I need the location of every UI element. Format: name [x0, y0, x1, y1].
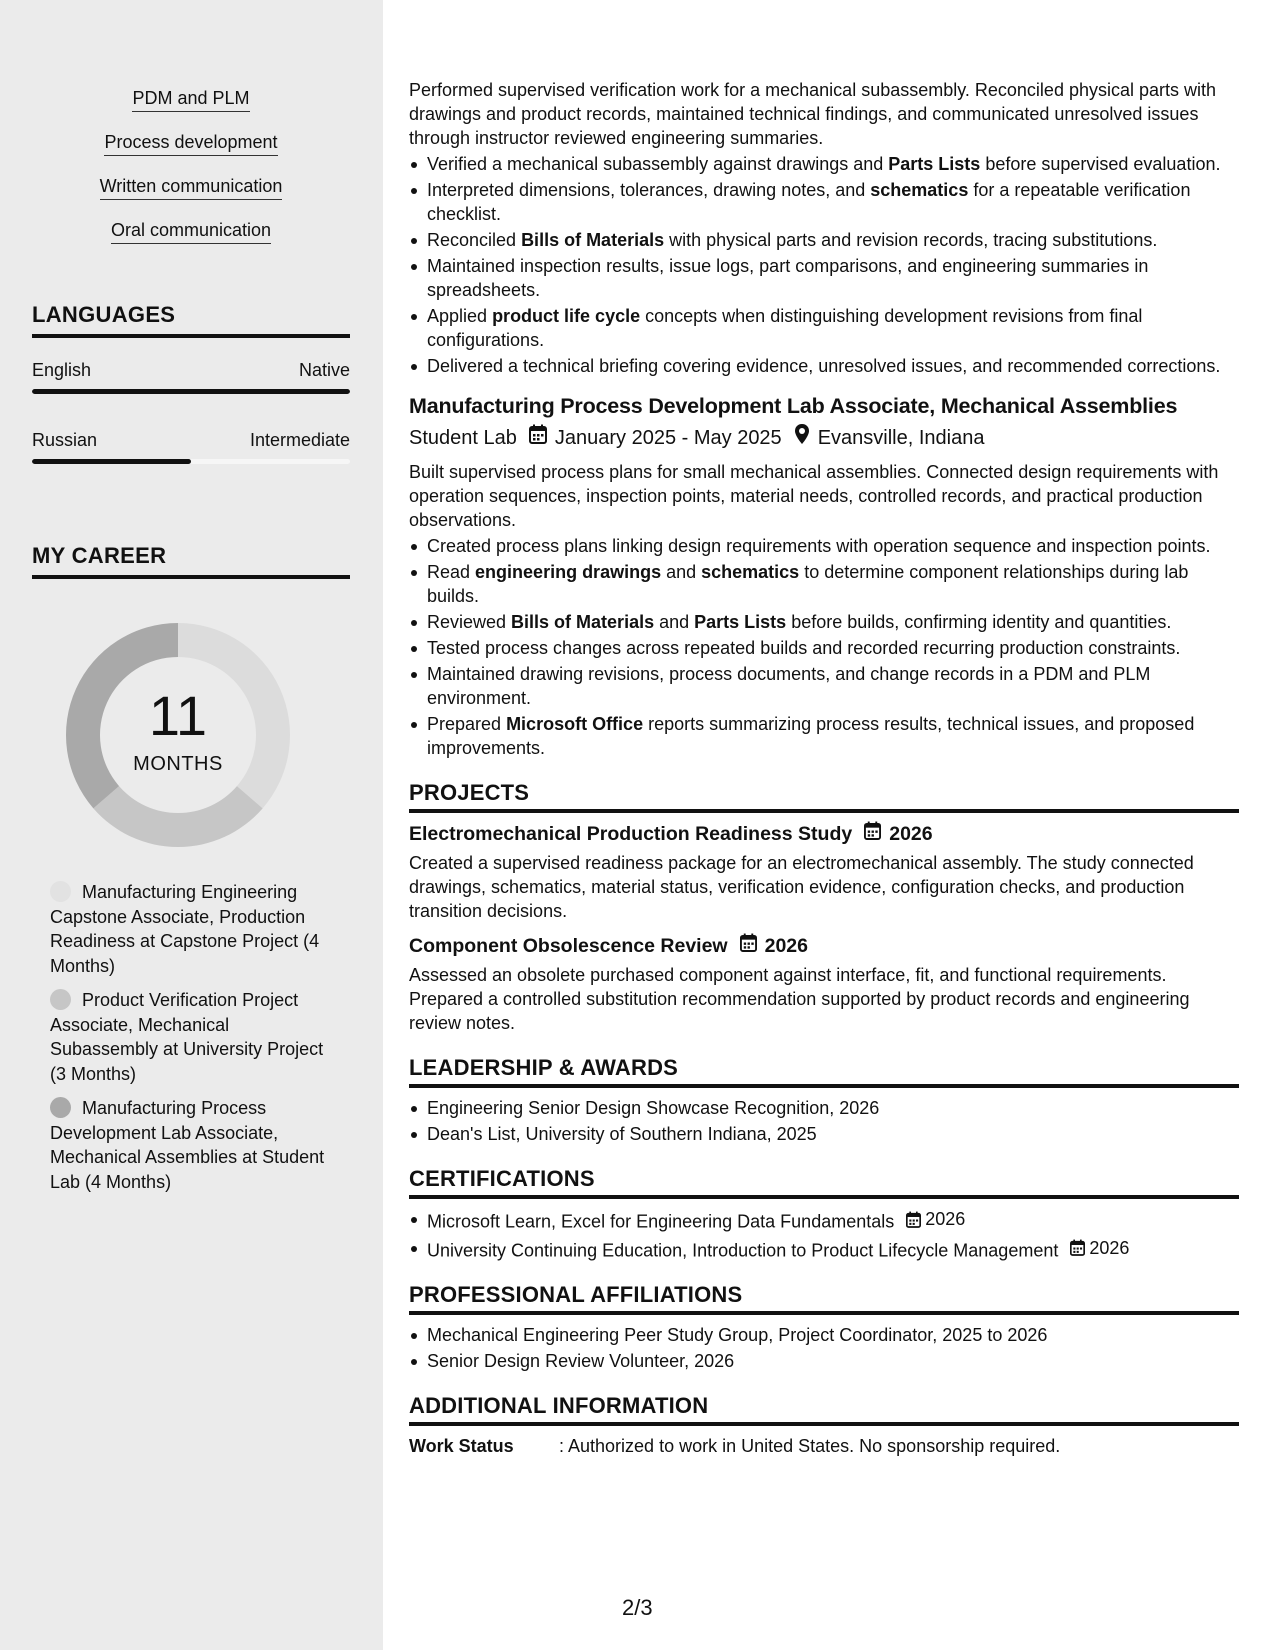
career-item-text: Manufacturing Process Development Lab Associate, Mechanical Assemblies at Student Lab (4 Months) — [50, 1098, 325, 1192]
leadership-item: Dean's List, University of Southern Indiana, 2025 — [409, 1122, 1239, 1146]
legend-dot — [50, 989, 71, 1010]
career-item-text: Manufacturing Engineering Capstone Associate, Production Readiness at Capstone Project (4 Months) — [50, 882, 320, 976]
job-org: Student Lab — [409, 427, 517, 449]
calendar-icon — [740, 933, 757, 959]
project-item — [409, 821, 1239, 923]
calendar-icon — [529, 424, 547, 452]
work-status-row — [409, 1434, 1239, 1458]
project-year: 2026 — [764, 935, 808, 957]
career-item-text: Product Verification Project Associate, Mechanical Subassembly at University Project (3 Months) — [50, 990, 324, 1084]
legend-dot — [50, 1097, 71, 1118]
affiliations-heading: PROFESSIONAL AFFILIATIONS — [409, 1282, 1239, 1315]
bullet-item: Delivered a technical briefing covering evidence, unresolved issues, and recommended corrections. — [409, 354, 1239, 378]
work-status-label: Work Status — [409, 1436, 514, 1456]
skills-list — [32, 86, 350, 262]
leadership-item: Engineering Senior Design Showcase Recognition, 2026 — [409, 1096, 1239, 1120]
certification-year: 2026 — [1089, 1237, 1130, 1258]
leadership-heading: LEADERSHIP & AWARDS — [409, 1055, 1239, 1088]
page-number: 2/3 — [622, 1595, 653, 1620]
skill-item: Process development — [104, 130, 277, 156]
bullet-item: Prepared Microsoft Office reports summarizing process results, technical issues, and proposed improvements. — [409, 712, 1239, 760]
skill-item: Oral communication — [111, 218, 271, 244]
language-bar — [32, 459, 350, 464]
project-title: Component Obsolescence Review — [409, 935, 728, 957]
project-description: Created a supervised readiness package for an electromechanical assembly. The study connected drawings, schematics, material status, verification evidence, configuration checks, and production transition decisions. — [409, 853, 1194, 921]
job-bullets — [409, 152, 1239, 378]
language-bar-fill — [32, 389, 350, 394]
job-summary: Performed supervised verification work for a mechanical subassembly. Reconciled physical parts with drawings and product records, maintained technical findings, and communicated unresolved issues through instructor reviewed engineering summaries. — [409, 80, 1217, 148]
job-meta — [409, 423, 1239, 453]
bullet-item: Reviewed Bills of Materials and Parts Lists before builds, confirming identity and quantities. — [409, 610, 1239, 634]
certification-year: 2026 — [925, 1209, 966, 1229]
certifications-section — [409, 1166, 1239, 1262]
bullet-item: Maintained drawing revisions, process documents, and change records in a PDM and PLM environment. — [409, 662, 1239, 710]
bullet-item: Reconciled Bills of Materials with physical parts and revision records, tracing substitutions. — [409, 228, 1239, 252]
calendar-icon — [906, 1211, 921, 1228]
projects-heading: PROJECTS — [409, 780, 1239, 813]
career-total-number: 11 — [148, 684, 208, 747]
job-summary: Built supervised process plans for small mechanical assemblies. Connected design requirements with operation sequences, inspection points, material needs, controlled records, and practical production observations. — [409, 462, 1219, 530]
affiliation-item: Senior Design Review Volunteer, 2026 — [409, 1349, 1239, 1373]
calendar-icon — [864, 821, 881, 847]
location-pin-icon — [794, 423, 810, 453]
sidebar — [0, 0, 383, 1650]
project-year: 2026 — [889, 823, 933, 845]
affiliation-item: Mechanical Engineering Peer Study Group, Project Coordinator, 2025 to 2026 — [409, 1323, 1239, 1347]
bullet-item: Interpreted dimensions, tolerances, drawing notes, and schematics for a repeatable verification checklist. — [409, 178, 1239, 226]
skill-item: PDM and PLM — [132, 86, 249, 112]
bullet-item: Created process plans linking design requirements with operation sequence and inspection points. — [409, 534, 1239, 558]
career-legend-item — [50, 988, 340, 1086]
languages-heading: LANGUAGES — [32, 302, 350, 338]
career-legend-item — [50, 880, 340, 978]
additional-heading: ADDITIONAL INFORMATION — [409, 1393, 1239, 1426]
bullet-item: Verified a mechanical subassembly against drawings and Parts Lists before supervised evaluation. — [409, 152, 1239, 176]
project-description: Assessed an obsolete purchased component against interface, fit, and functional requirements. Prepared a controlled substitution recommendation supported by product records and engineering review notes. — [409, 965, 1190, 1033]
job-dates: January 2025 - May 2025 — [554, 427, 782, 449]
certifications-heading: CERTIFICATIONS — [409, 1166, 1239, 1199]
language-english — [32, 358, 350, 394]
language-name: Russian — [32, 430, 98, 450]
career-legend-item — [50, 1096, 340, 1194]
career-heading: MY CAREER — [32, 543, 350, 579]
career-legend — [50, 880, 340, 1204]
language-level: Intermediate — [249, 430, 350, 450]
work-status-value: : Authorized to work in United States. No sponsorship required. — [559, 1436, 1061, 1456]
affiliations-section — [409, 1282, 1239, 1373]
leadership-section — [409, 1055, 1239, 1146]
skill-item: Written communication — [100, 174, 283, 200]
language-level: Native — [298, 360, 350, 380]
job-bullets — [409, 534, 1239, 760]
bullet-item: Tested process changes across repeated builds and recorded recurring production constraints. — [409, 636, 1239, 660]
certification-item — [409, 1236, 1239, 1263]
language-russian — [32, 428, 350, 464]
language-bar-fill — [32, 459, 191, 464]
project-title: Electromechanical Production Readiness Study — [409, 823, 853, 845]
language-bar — [32, 389, 350, 394]
project-item — [409, 933, 1239, 1035]
calendar-icon — [1070, 1239, 1085, 1256]
career-total-unit: MONTHS — [133, 753, 223, 775]
additional-section — [409, 1393, 1239, 1458]
projects-section — [409, 780, 1239, 1035]
bullet-item: Applied product life cycle concepts when distinguishing development revisions from final configurations. — [409, 304, 1239, 352]
donut-segment-2 — [93, 786, 262, 847]
language-name: English — [32, 360, 92, 380]
certification-name: Microsoft Learn, Excel for Engineering Data Fundamentals — [427, 1211, 895, 1232]
job-process-development — [409, 392, 1239, 760]
legend-dot — [50, 881, 71, 902]
job-title: Manufacturing Process Development Lab Associate, Mechanical Assemblies — [409, 394, 1178, 418]
job-product-verification — [409, 78, 1239, 378]
bullet-item: Read engineering drawings and schematics to determine component relationships during lab builds. — [409, 560, 1239, 608]
bullet-item: Maintained inspection results, issue logs, part comparisons, and engineering summaries in spreadsheets. — [409, 254, 1239, 302]
career-donut-chart — [63, 620, 293, 850]
job-location: Evansville, Indiana — [817, 427, 985, 449]
certification-name: University Continuing Education, Introduction to Product Lifecycle Management — [427, 1240, 1059, 1260]
certification-item — [409, 1207, 1239, 1234]
main-content — [409, 78, 1239, 1458]
